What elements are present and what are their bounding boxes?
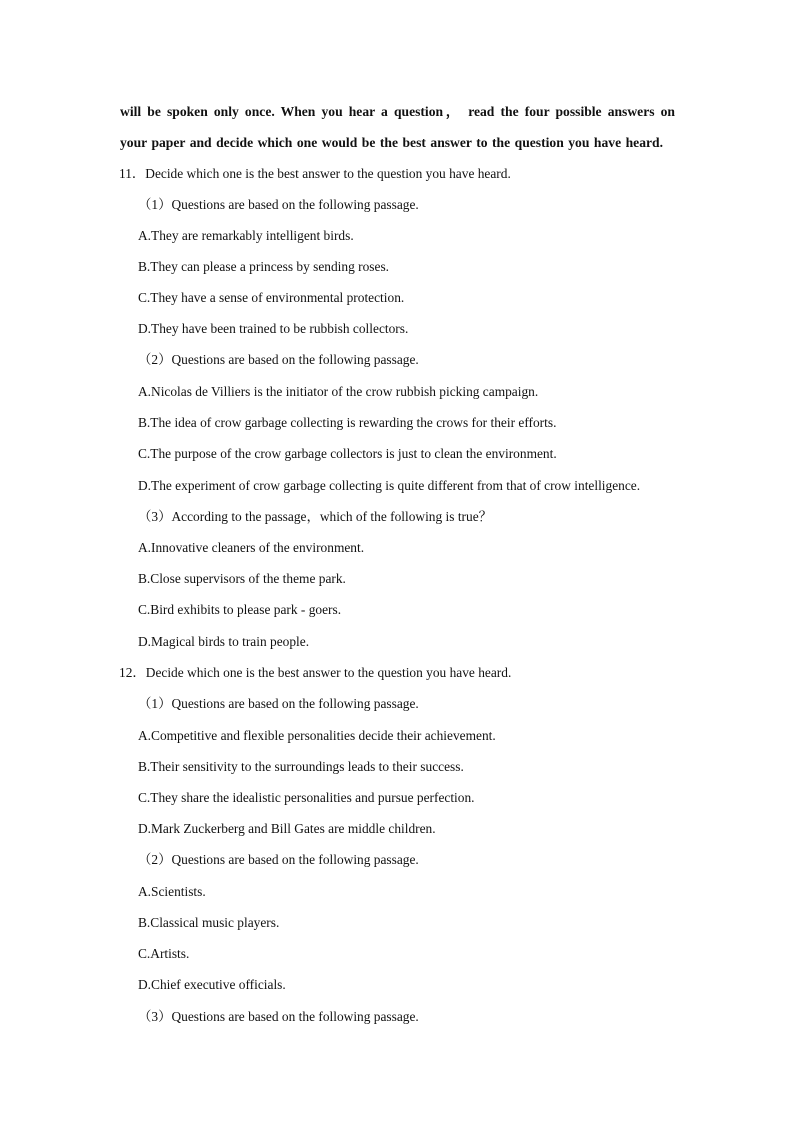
q11-part-1-option-d: D.They have been trained to be rubbish collectors. — [138, 321, 409, 336]
instructions-line-1: will be spoken only once. When you hear a question， read the four possible answers on — [120, 104, 675, 119]
q11-part-3-prompt: （3）According to the passage，which of the following is true？ — [138, 509, 493, 524]
q11-part-1-prompt: （1）Questions are based on the following passage. — [138, 197, 419, 212]
q12-part-1-option-b: B.Their sensitivity to the surroundings leads to their success. — [138, 759, 464, 774]
q11-part-2-option-c: C.The purpose of the crow garbage collectors is just to clean the environment. — [138, 446, 557, 461]
question-12-heading: 12．Decide which one is the best answer to the question you have heard. — [119, 665, 512, 680]
q12-part-1-option-c: C.They share the idealistic personalities and pursue perfection. — [138, 790, 475, 805]
q12-part-2-option-a: A.Scientists. — [138, 884, 206, 899]
question-11-heading: 11．Decide which one is the best answer to the question you have heard. — [119, 166, 511, 181]
q11-part-3-option-a: A.Innovative cleaners of the environment. — [138, 540, 365, 555]
q11-part-3-option-b: B.Close supervisors of the theme park. — [138, 571, 346, 586]
q12-part-2-option-b: B.Classical music players. — [138, 915, 280, 930]
q11-part-3-option-c: C.Bird exhibits to please park - goers. — [138, 602, 342, 617]
q11-part-2-option-b: B.The idea of crow garbage collecting is rewarding the crows for their efforts. — [138, 415, 557, 430]
q11-part-3-option-d: D.Magical birds to train people. — [138, 634, 310, 649]
q11-part-2-option-a: A.Nicolas de Villiers is the initiator of the crow rubbish picking campaign. — [138, 384, 539, 399]
q12-part-2-prompt: （2）Questions are based on the following passage. — [138, 852, 419, 867]
q12-part-1-prompt: （1）Questions are based on the following passage. — [138, 696, 419, 711]
q12-part-2-option-c: C.Artists. — [138, 946, 190, 961]
q12-part-1-option-a: A.Competitive and flexible personalities decide their achievement. — [138, 728, 496, 743]
q12-part-1-option-d: D.Mark Zuckerberg and Bill Gates are middle children. — [138, 821, 436, 836]
q11-part-2-prompt: （2）Questions are based on the following passage. — [138, 352, 419, 367]
q11-part-1-option-c: C.They have a sense of environmental protection. — [138, 290, 405, 305]
q12-part-3-prompt: （3）Questions are based on the following passage. — [138, 1009, 419, 1024]
q12-part-2-option-d: D.Chief executive officials. — [138, 977, 286, 992]
q11-part-1-option-a: A.They are remarkably intelligent birds. — [138, 228, 354, 243]
q11-part-2-option-d: D.The experiment of crow garbage collecting is quite different from that of crow intelligence. — [138, 478, 641, 493]
q11-part-1-option-b: B.They can please a princess by sending roses. — [138, 259, 390, 274]
instructions-line-2: your paper and decide which one would be the best answer to the question you have heard. — [120, 135, 663, 150]
